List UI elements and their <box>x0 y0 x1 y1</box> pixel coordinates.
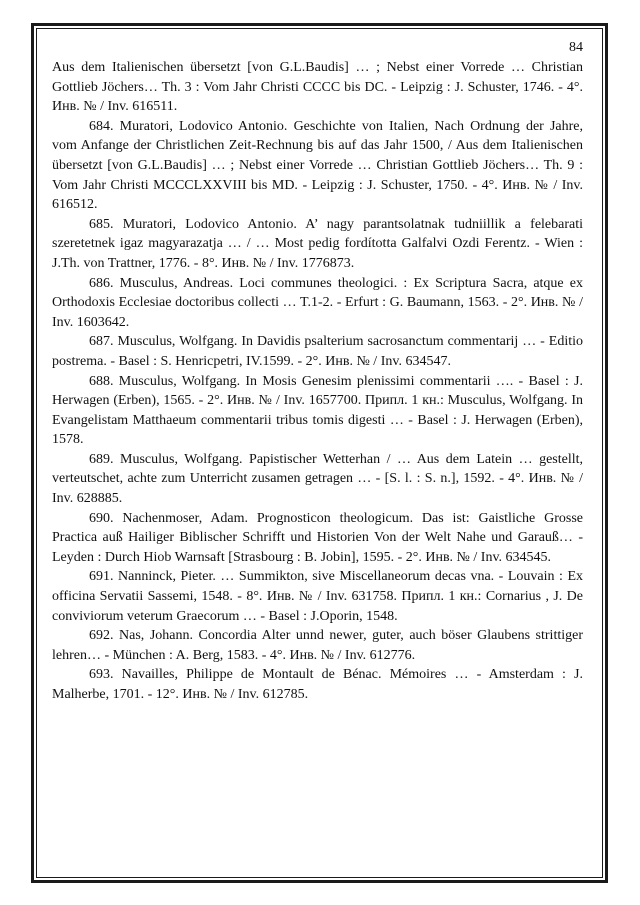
entry-text: Navailles, Philippe de Montault de Bénac. Mémoires … - Amsterdam : J. Malherbe, 1701. - 12°. Инв. № / Inv. 612785. <box>52 667 584 702</box>
entry-text: Nachenmoser, Adam. Prognosticon theologicum. Das ist: Gaistliche Grosse Practica auß Hailiger Biblischer Schrifft und Historien Von der Welt Nahe und Garauß… - Leyden : Durch Hiob Warnsaft [Strasbourg : B. Jobin], 1595. - 2°. Инв. № / Inv. 634545. <box>52 510 583 565</box>
entry-number: 686. <box>89 275 114 291</box>
entry-text: Nas, Johann. Concordia Alter unnd newer, guter, auch böser Glaubens strittiger lehren… - München : A. Berg, 1583. - 4°. Инв. № / Inv. 612776. <box>52 628 583 663</box>
catalog-entry-689 <box>52 450 583 509</box>
entry-text: Aus dem Italienischen übersetzt [von G.L.Baudis] … ; Nebst einer Vorrede … Christian Gottlieb Jöchers… Th. 3 : Vom Jahr Christi CCCC bis DC. - Leipzig : J. Schuster, 1746. - 4°. Инв. № / Inv. 616511. <box>52 60 583 115</box>
entry-number: 687. <box>89 334 114 350</box>
catalog-entry-686 <box>52 274 583 333</box>
entry-text: Musculus, Wolfgang. Papistischer Wetterhan / … Aus dem Latein … gestellt, verteutschet, achte zum Unterricht zusamen getragen … - [S. l. : S. n.], 1592. - 4°. Инв. № / Inv. 628885. <box>52 451 584 507</box>
entry-text: Nanninck, Pieter. … Summikton, sive Miscellaneorum decas vna. - Louvain : Ex officina Servatii Sassemi, 1548. - 8°. Инв. № / Inv. 631758. Припл. 1 кн.: Cornarius , J. De conviviorum veterum Graecorum … - Basel : J.Oporin, 1548. <box>52 569 584 624</box>
entry-text: Musculus, Wolfgang. In Davidis psalterium sacrosanctum commentarij … - Editio postrema. - Basel : S. Henricpetri, IV.1599. - 2°. Инв. № / Inv. 634547. <box>52 334 583 369</box>
entry-text: Muratori, Lodovico Antonio. Geschichte von Italien, Nach Ordnung der Jahre, vom Anfange der Christlichen Zeit-Rechnung bis auf das Jahr 1500, / Aus dem Italienischen übersetzt [von G.L.Baudis] … ; Nebst einer Vorrede … Christian Gottlieb Jöchers… Th. 9 : Vom Jahr Christi MCCCLXXVIII bis MD. - Leipzig : J. Schuster, 1750. - 4°. Инв. № / Inv. 616512. <box>52 118 584 213</box>
catalog-page <box>52 38 583 705</box>
catalog-entry-685 <box>52 215 583 274</box>
catalog-entry-688 <box>52 372 583 450</box>
entry-text: Musculus, Wolfgang. In Mosis Genesim plenissimi commentarii …. - Basel : J. Herwagen (Erben), 1565. - 2°. Инв. № / Inv. 1657700. Припл. 1 кн.: Musculus, Wolfgang. In Evangelistam Matthaeum commentarii tribus tomis digesti … - Basel : J. Herwagen (Erben), 1578. <box>52 373 583 448</box>
catalog-entry-692 <box>52 626 583 665</box>
entry-number: 688. <box>89 373 114 389</box>
entry-number: 684. <box>89 118 114 134</box>
catalog-entry-691 <box>52 567 583 626</box>
entry-number: 691. <box>89 569 114 585</box>
entry-text: Muratori, Lodovico Antonio. A’ nagy parantsolatnak tudniillik a felebarati szeretetnek igaz magyarazatja … / … Most pedig fordította Galfalvi Ozdi Ferentz. - Wien : J.Th. von Trattner, 1776. - 8°. Инв. № / Inv. 1776873. <box>52 216 584 271</box>
catalog-entry-684 <box>52 117 583 215</box>
entry-number: 690. <box>89 510 114 526</box>
entry-number: 692. <box>89 628 114 644</box>
entry-text: Musculus, Andreas. Loci communes theologici. : Ex Scriptura Sacra, atque ex Orthodoxis Ecclesiae doctoribus collecti … T.1-2. - Erfurt : G. Baumann, 1563. - 2°. Инв. № / Inv. 1603642. <box>52 275 583 330</box>
entry-number: 689. <box>89 451 114 467</box>
catalog-entry-continuation <box>52 58 583 117</box>
page-number: 84 <box>569 40 583 55</box>
entry-number: 685. <box>89 216 114 232</box>
entry-number: 693. <box>89 667 114 683</box>
catalog-entry-690 <box>52 509 583 568</box>
catalog-entry-693 <box>52 665 583 704</box>
catalog-entry-687 <box>52 332 583 371</box>
